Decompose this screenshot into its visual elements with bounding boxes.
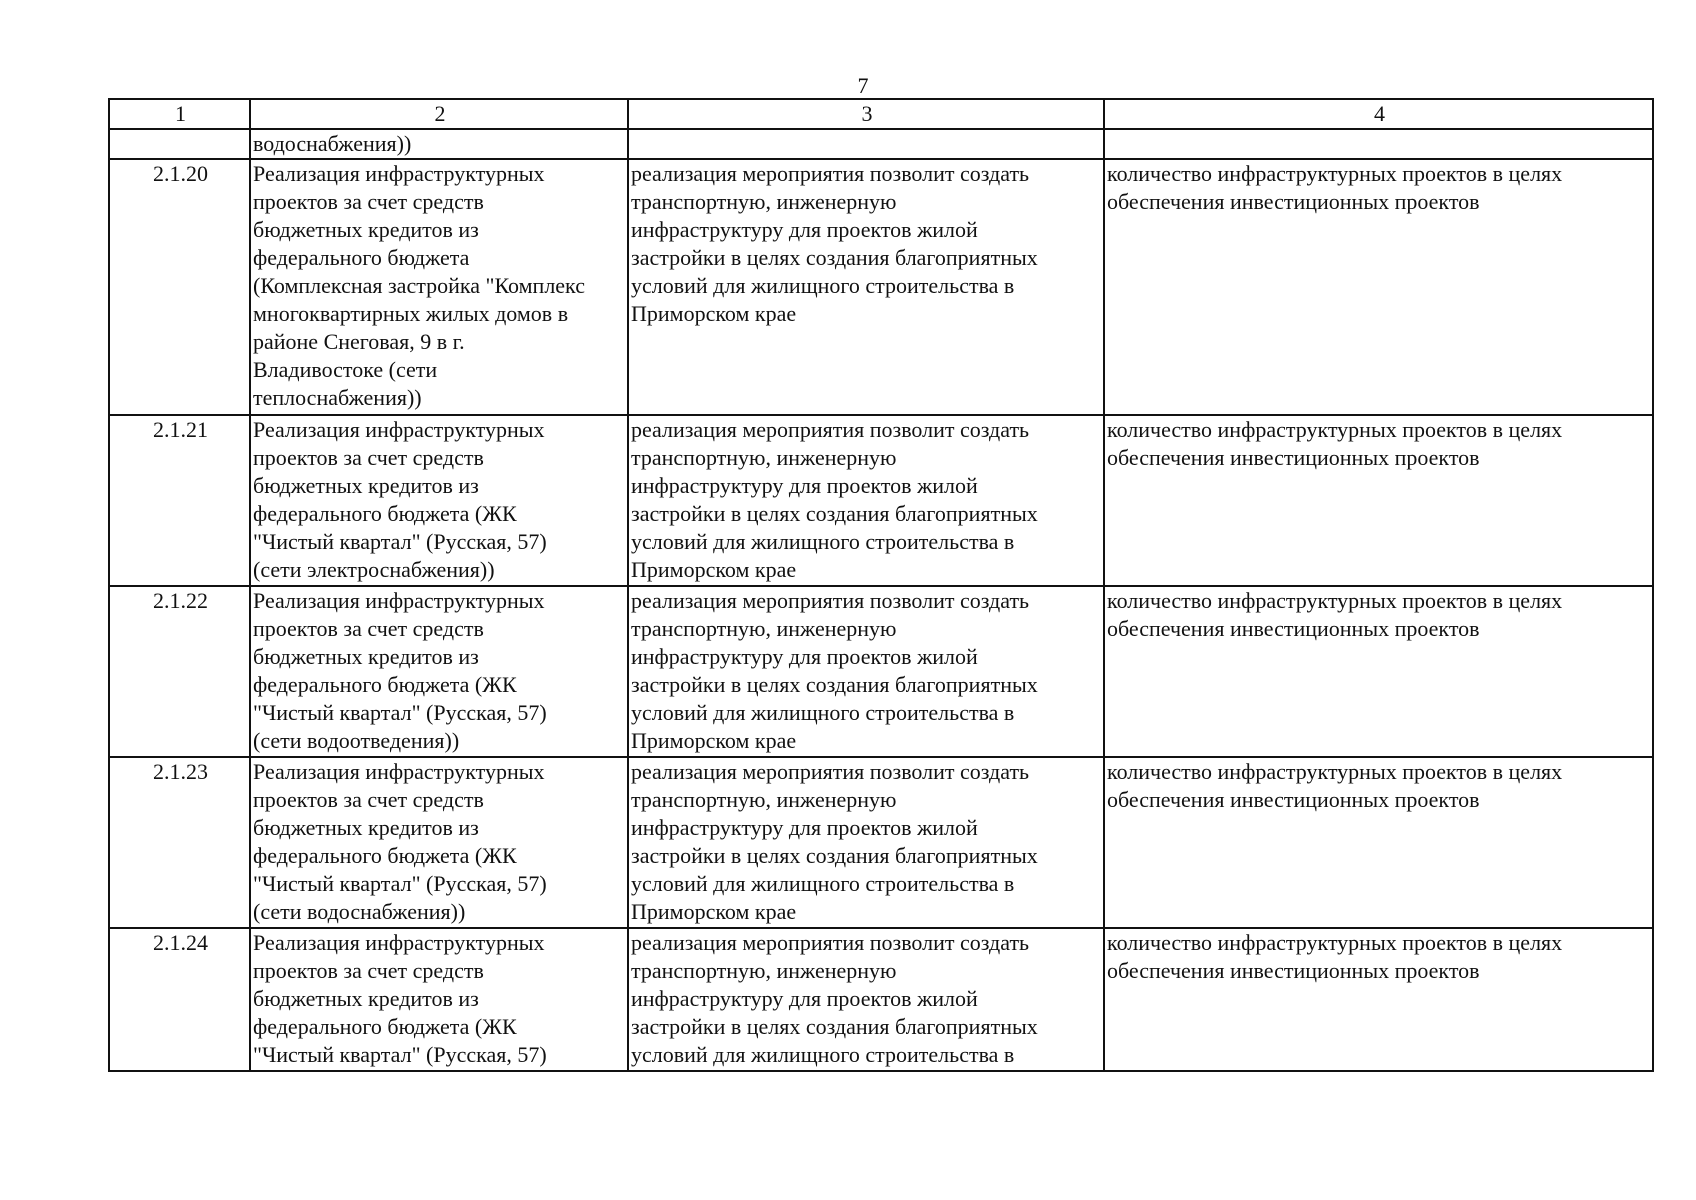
table-row <box>109 159 1653 415</box>
row-number-cell: 2.1.21 <box>109 415 250 586</box>
measure-indicator-cell: количество инфраструктурных проектов в целях обеспечения инвестиционных проектов <box>1104 159 1653 415</box>
measure-indicator-cell: количество инфраструктурных проектов в целях обеспечения инвестиционных проектов <box>1104 757 1653 928</box>
measure-effect-cell: реализация мероприятия позволит создать транспортную, инженерную инфраструктуру для проектов жилой застройки в целях создания благоприятных условий для жилищного строительства в Приморском крае <box>628 159 1104 415</box>
table-row <box>109 586 1653 757</box>
measure-name-cell: Реализация инфраструктурных проектов за счет средств бюджетных кредитов из федерального бюджета (ЖК "Чистый квартал" (Русская, 57) (сети водоснабжения)) <box>250 757 628 928</box>
column-header: 3 <box>628 99 1104 129</box>
measure-effect-cell: реализация мероприятия позволит создать транспортную, инженерную инфраструктуру для проектов жилой застройки в целях создания благоприятных условий для жилищного строительства в Приморском крае <box>628 586 1104 757</box>
measure-name-cell: водоснабжения)) <box>250 129 628 159</box>
measure-indicator-cell: количество инфраструктурных проектов в целях обеспечения инвестиционных проектов <box>1104 415 1653 586</box>
column-header: 2 <box>250 99 628 129</box>
measure-effect-cell <box>628 129 1104 159</box>
measure-indicator-cell <box>1104 129 1653 159</box>
measure-effect-cell: реализация мероприятия позволит создать транспортную, инженерную инфраструктуру для проектов жилой застройки в целях создания благоприятных условий для жилищного строительства в Приморском крае <box>628 757 1104 928</box>
row-number-cell <box>109 129 250 159</box>
measure-indicator-cell: количество инфраструктурных проектов в целях обеспечения инвестиционных проектов <box>1104 928 1653 1071</box>
measures-table <box>108 98 1654 1072</box>
measure-name-cell: Реализация инфраструктурных проектов за счет средств бюджетных кредитов из федерального бюджета (ЖК "Чистый квартал" (Русская, 57) (сети водоотведения)) <box>250 586 628 757</box>
measure-effect-cell: реализация мероприятия позволит создать транспортную, инженерную инфраструктуру для проектов жилой застройки в целях создания благоприятных условий для жилищного строительства в Приморском крае <box>628 415 1104 586</box>
row-number-cell: 2.1.22 <box>109 586 250 757</box>
table-row <box>109 129 1653 159</box>
page-number: 7 <box>857 73 869 98</box>
column-header: 1 <box>109 99 250 129</box>
table-header-row <box>109 99 1653 129</box>
table-row <box>109 415 1653 586</box>
measure-indicator-cell: количество инфраструктурных проектов в целях обеспечения инвестиционных проектов <box>1104 586 1653 757</box>
row-number-cell: 2.1.23 <box>109 757 250 928</box>
table-row <box>109 928 1653 1071</box>
column-header: 4 <box>1104 99 1653 129</box>
table-row <box>109 757 1653 928</box>
row-number-cell: 2.1.24 <box>109 928 250 1071</box>
row-number-cell: 2.1.20 <box>109 159 250 415</box>
measure-effect-cell: реализация мероприятия позволит создать транспортную, инженерную инфраструктуру для проектов жилой застройки в целях создания благоприятных условий для жилищного строительства в <box>628 928 1104 1071</box>
measure-name-cell: Реализация инфраструктурных проектов за счет средств бюджетных кредитов из федерального бюджета (Комплексная застройка "Комплекс многоквартирных жилых домов в районе Снеговая, 9 в г. Владивостоке (сети теплоснабжения)) <box>250 159 628 415</box>
measure-name-cell: Реализация инфраструктурных проектов за счет средств бюджетных кредитов из федерального бюджета (ЖК "Чистый квартал" (Русская, 57) <box>250 928 628 1071</box>
measure-name-cell: Реализация инфраструктурных проектов за счет средств бюджетных кредитов из федерального бюджета (ЖК "Чистый квартал" (Русская, 57) (сети электроснабжения)) <box>250 415 628 586</box>
